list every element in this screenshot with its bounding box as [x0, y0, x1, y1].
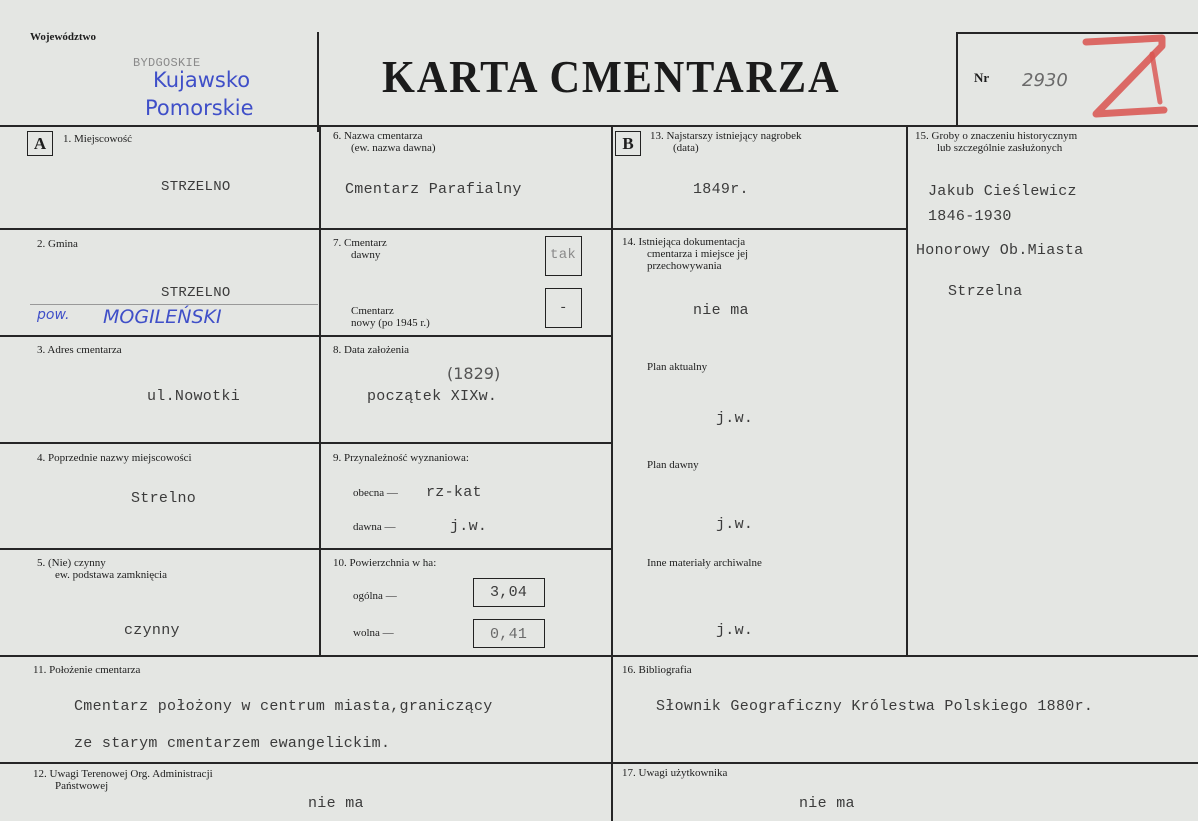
field-13-value: 1849r.: [693, 181, 749, 198]
field-11-line2: ze starym cmentarzem ewangelickim.: [74, 735, 391, 752]
field-15-label-line2: lub szczególnie zasłużonych: [937, 142, 1063, 154]
nr-value: 2930: [1022, 70, 1068, 91]
field-10-wolna-value: 0,41: [490, 626, 528, 643]
field-2-powiat: MOGILEŃSKI: [103, 306, 222, 328]
field-11-label: 11. Położenie cmentarza: [33, 664, 141, 676]
field-15-line2: 1846-1930: [928, 208, 1012, 225]
field-16-value: Słownik Geograficzny Królestwa Polskiego 1880r.: [656, 698, 1094, 715]
rule-row-4: [0, 548, 612, 550]
field-7-label-line2: dawny: [351, 249, 381, 261]
rule-col-a1: [319, 126, 321, 656]
inne-materialy-value: j.w.: [716, 622, 754, 639]
section-a-box: A: [27, 131, 53, 156]
rule-row-1: [0, 228, 906, 230]
field-4-value: Strelno: [131, 490, 197, 507]
field-14-label-line1: 14. Istniejąca dokumentacja: [622, 236, 746, 248]
field-5-value: czynny: [124, 622, 180, 639]
field-15-line1: Jakub Cieślewicz: [928, 183, 1077, 200]
field-7-nowy-line2: nowy (po 1945 r.): [351, 317, 430, 329]
field-2-pow: pow.: [37, 307, 70, 323]
field-10-ogolna-value: 3,04: [490, 584, 528, 601]
wojewodztwo-stamp-line2: Pomorskie: [145, 96, 254, 120]
field-14-label-line3: przechowywania: [647, 260, 722, 272]
field-16-label: 16. Bibliografia: [622, 664, 692, 676]
field-15-line4: Strzelna: [948, 283, 1023, 300]
field-8-label: 8. Data założenia: [333, 344, 410, 356]
field-17-label: 17. Uwagi użytkownika: [622, 767, 728, 779]
field-3-label: 3. Adres cmentarza: [37, 344, 122, 356]
field-12-value: nie ma: [308, 795, 364, 812]
field-2-label: 2. Gmina: [37, 238, 78, 250]
field-17-value: nie ma: [799, 795, 855, 812]
field-7-nowy-value: -: [559, 300, 568, 316]
field-12-label-line2: Państwowej: [55, 780, 109, 792]
wojewodztwo-label: Województwo: [30, 31, 96, 43]
field-13-label-line2: (data): [673, 142, 699, 154]
rule-row-2: [0, 335, 612, 337]
inne-materialy-label: Inne materiały archiwalne: [647, 557, 762, 569]
plan-aktualny-value: j.w.: [716, 410, 754, 427]
field-7-dawny-value: tak: [550, 247, 577, 263]
field-12-label-line1: 12. Uwagi Terenowej Org. Administracji: [33, 768, 213, 780]
field-14-label-line2: cmentarza i miejsce jej: [647, 248, 749, 260]
rule-row-5: [0, 655, 1198, 657]
red-z-mark: [1078, 34, 1170, 120]
field-9-obecna-value: rz-kat: [426, 484, 482, 501]
field-6-value: Cmentarz Parafialny: [345, 181, 522, 198]
field-8-value: początek XIXw.: [367, 388, 498, 405]
field-7-label-line1: 7. Cmentarz: [333, 237, 387, 249]
field-10-wolna-label: wolna —: [353, 627, 394, 639]
field-15-line3: Honorowy Ob.Miasta: [916, 242, 1084, 259]
field-2-value: STRZELNO: [161, 285, 231, 301]
field-9-dawna-value: j.w.: [450, 518, 488, 535]
rule-col-b1: [906, 126, 908, 656]
plan-aktualny-label: Plan aktualny: [647, 361, 708, 373]
field-6-label-line2: (ew. nazwa dawna): [351, 142, 436, 154]
wojewodztwo-stamp-line1: Kujawsko: [153, 68, 251, 92]
field-11-line1: Cmentarz położony w centrum miasta,graniczący: [74, 698, 493, 715]
field-7-nowy-line1: Cmentarz: [351, 305, 394, 317]
field-8-handwritten: (1829): [447, 364, 501, 383]
field-14-value: nie ma: [693, 302, 749, 319]
card-title: KARTA CMENTARZA: [382, 51, 841, 102]
field-10-label: 10. Powierzchnia w ha:: [333, 557, 437, 569]
field-5-label-line2: ew. podstawa zamknięcia: [55, 569, 167, 581]
field-1-value: STRZELNO: [161, 179, 231, 195]
field-1-label: 1. Miejscowość: [63, 133, 133, 145]
plan-dawny-value: j.w.: [716, 516, 754, 533]
rule-header-bottom: [0, 125, 1198, 127]
section-b-box: B: [615, 131, 641, 156]
field-13-label-line1: 13. Najstarszy istniejący nagrobek: [650, 130, 802, 142]
field-3-value: ul.Nowotki: [147, 388, 241, 405]
field-10-ogolna-label: ogólna —: [353, 590, 397, 602]
rule-row-3: [0, 442, 612, 444]
field-9-dawna-label: dawna —: [353, 521, 396, 533]
field-5-label-line1: 5. (Nie) czynny: [37, 557, 106, 569]
wojewodztwo-typed: BYDGOSKIE: [133, 56, 201, 70]
rule-col-a2: [611, 126, 613, 821]
rule-row-6: [0, 762, 1198, 764]
field-9-label: 9. Przynależność wyznaniowa:: [333, 452, 469, 464]
rule-nr-box-left: [956, 32, 958, 126]
plan-dawny-label: Plan dawny: [647, 459, 699, 471]
rule-vertical-header: [317, 32, 319, 132]
field-2-underline: [30, 304, 318, 305]
nr-label: Nr: [974, 70, 990, 85]
field-6-label-line1: 6. Nazwa cmentarza: [333, 130, 423, 142]
field-15-label-line1: 15. Groby o znaczeniu historycznym: [915, 130, 1078, 142]
field-9-obecna-label: obecna —: [353, 487, 398, 499]
field-4-label: 4. Poprzednie nazwy miejscowości: [37, 452, 192, 464]
